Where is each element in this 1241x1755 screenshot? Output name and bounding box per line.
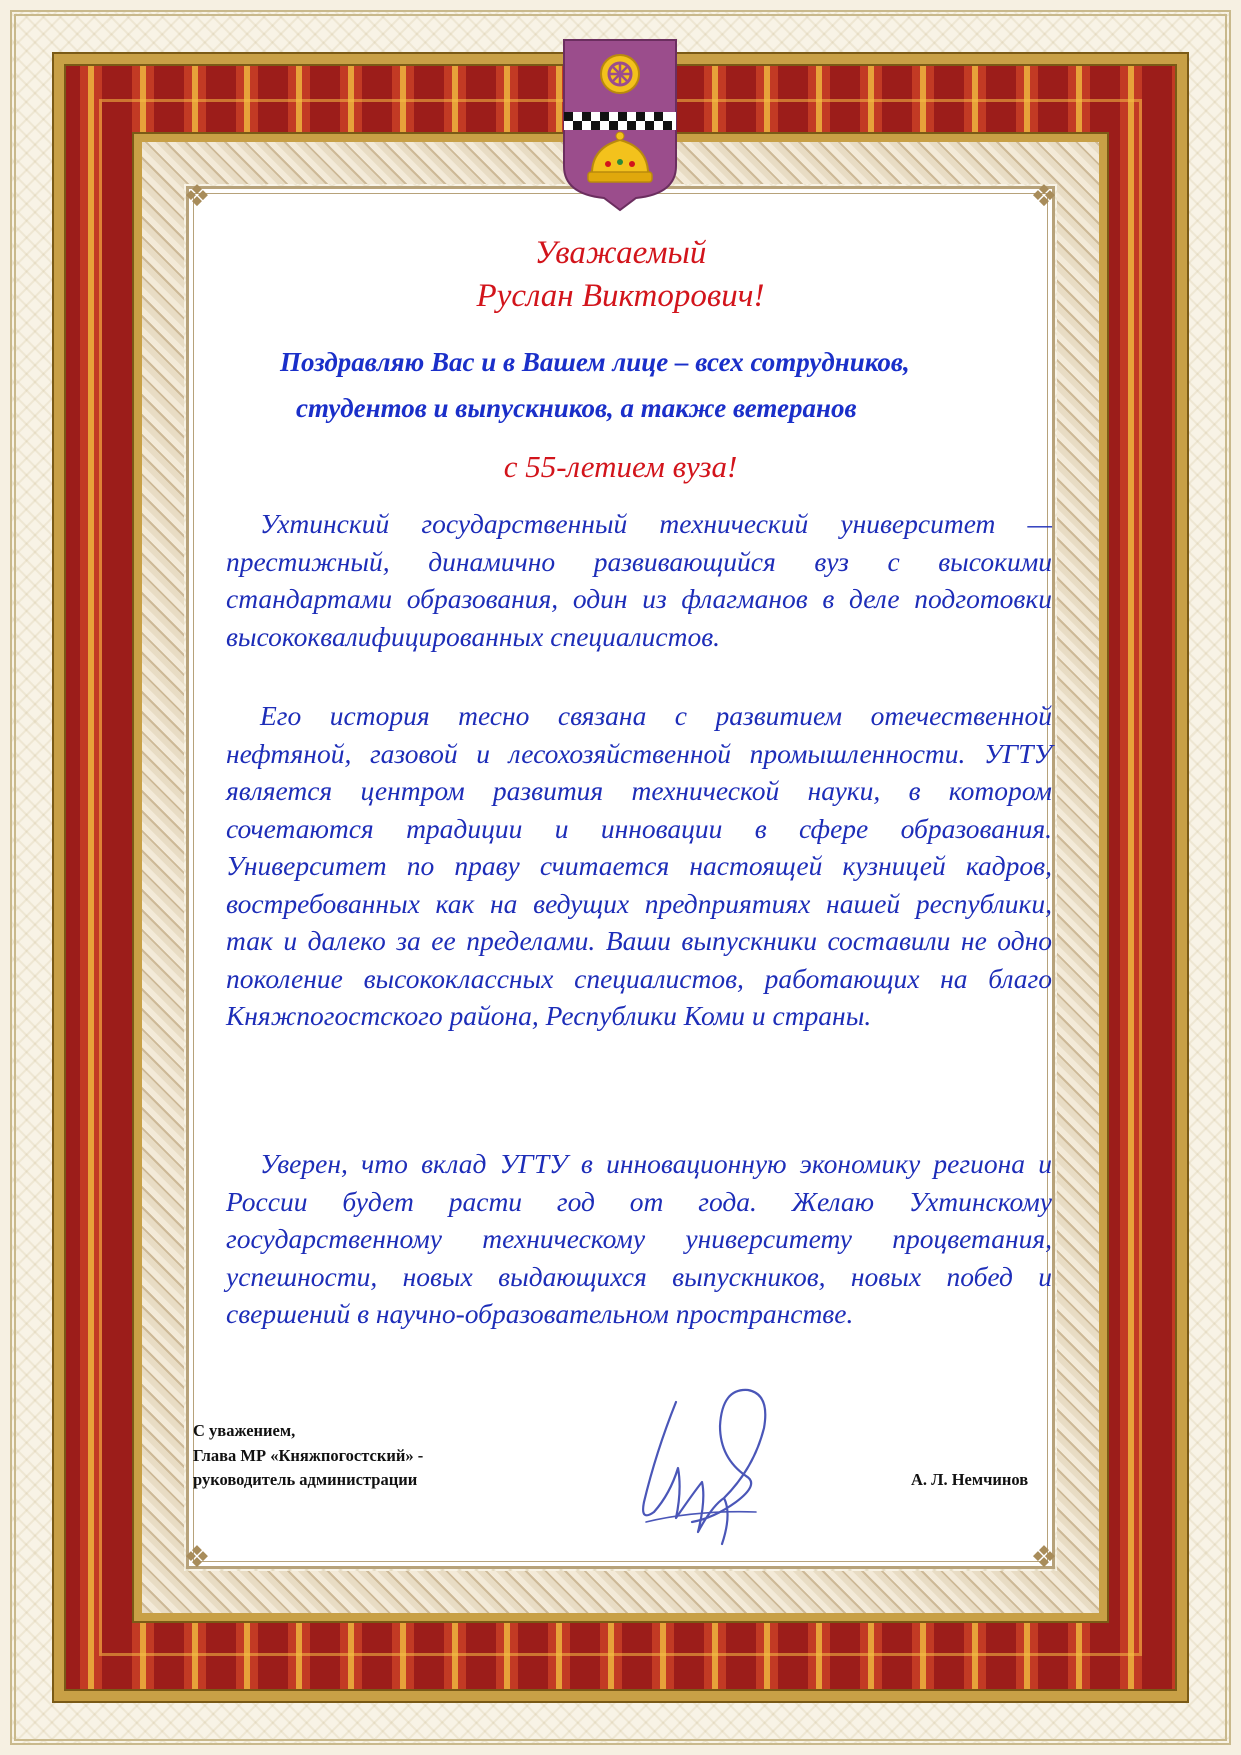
handwritten-signature — [636, 1372, 796, 1552]
intro-line-1: Поздравляю Вас и в Вашем лице – всех сотрудников, — [280, 347, 910, 377]
body-paragraph-2: Его история тесно связана с развитием отечественной нефтяной, газовой и лесохозяйственной промышленности. УГТУ является центром развития технической науки, в котором сочетаются традиции и инновации в сфере образования. Университет по праву считается настоящей кузницей кадров, востребованных как на ведущих предприятиях нашей республики, так и далеко за ее пределами. Ваши выпускники составили не одно поколение высококлассных специалистов, работающих на благо Княжпогостского района, Республики Коми и страны. — [226, 700, 1052, 1031]
corner-ornament-icon: ❖ — [1030, 179, 1058, 214]
greeting-title: Уважаемый — [534, 235, 707, 271]
corner-ornament-icon: ❖ — [183, 179, 211, 214]
body-paragraph-3: Уверен, что вклад УГТУ в инновационную экономику региона и России будет расти год от года. Желаю Ухтинскому государственному техническому университету процветания, успешности, новых выдающихся выпускников, новых побед и свершений в научно-образовательном пространстве. — [226, 1148, 1052, 1329]
body-paragraph-1: Ухтинский государственный технический университет — престижный, динамично развивающийся вуз с высокими стандартами образования, один из флагманов в деле подготовки высококвалифицированных специалистов. — [226, 508, 1052, 652]
anniversary-line: с 55-летием вуза! — [503, 449, 738, 484]
recipient-name: Руслан Викторович! — [476, 278, 765, 314]
signature-position-2: руководитель администрации — [193, 1470, 418, 1489]
coat-of-arms-icon — [560, 36, 680, 212]
signature-position-1: Глава МР «Княжпогостский» - — [193, 1446, 424, 1465]
corner-ornament-icon: ❖ — [183, 1540, 211, 1575]
intro-line-2: студентов и выпускников, а также ветеранов — [296, 393, 857, 423]
signature-closing: С уважением, — [193, 1421, 296, 1440]
signatory-name: А. Л. Немчинов — [911, 1470, 1029, 1489]
corner-ornament-icon: ❖ — [1030, 1540, 1058, 1575]
